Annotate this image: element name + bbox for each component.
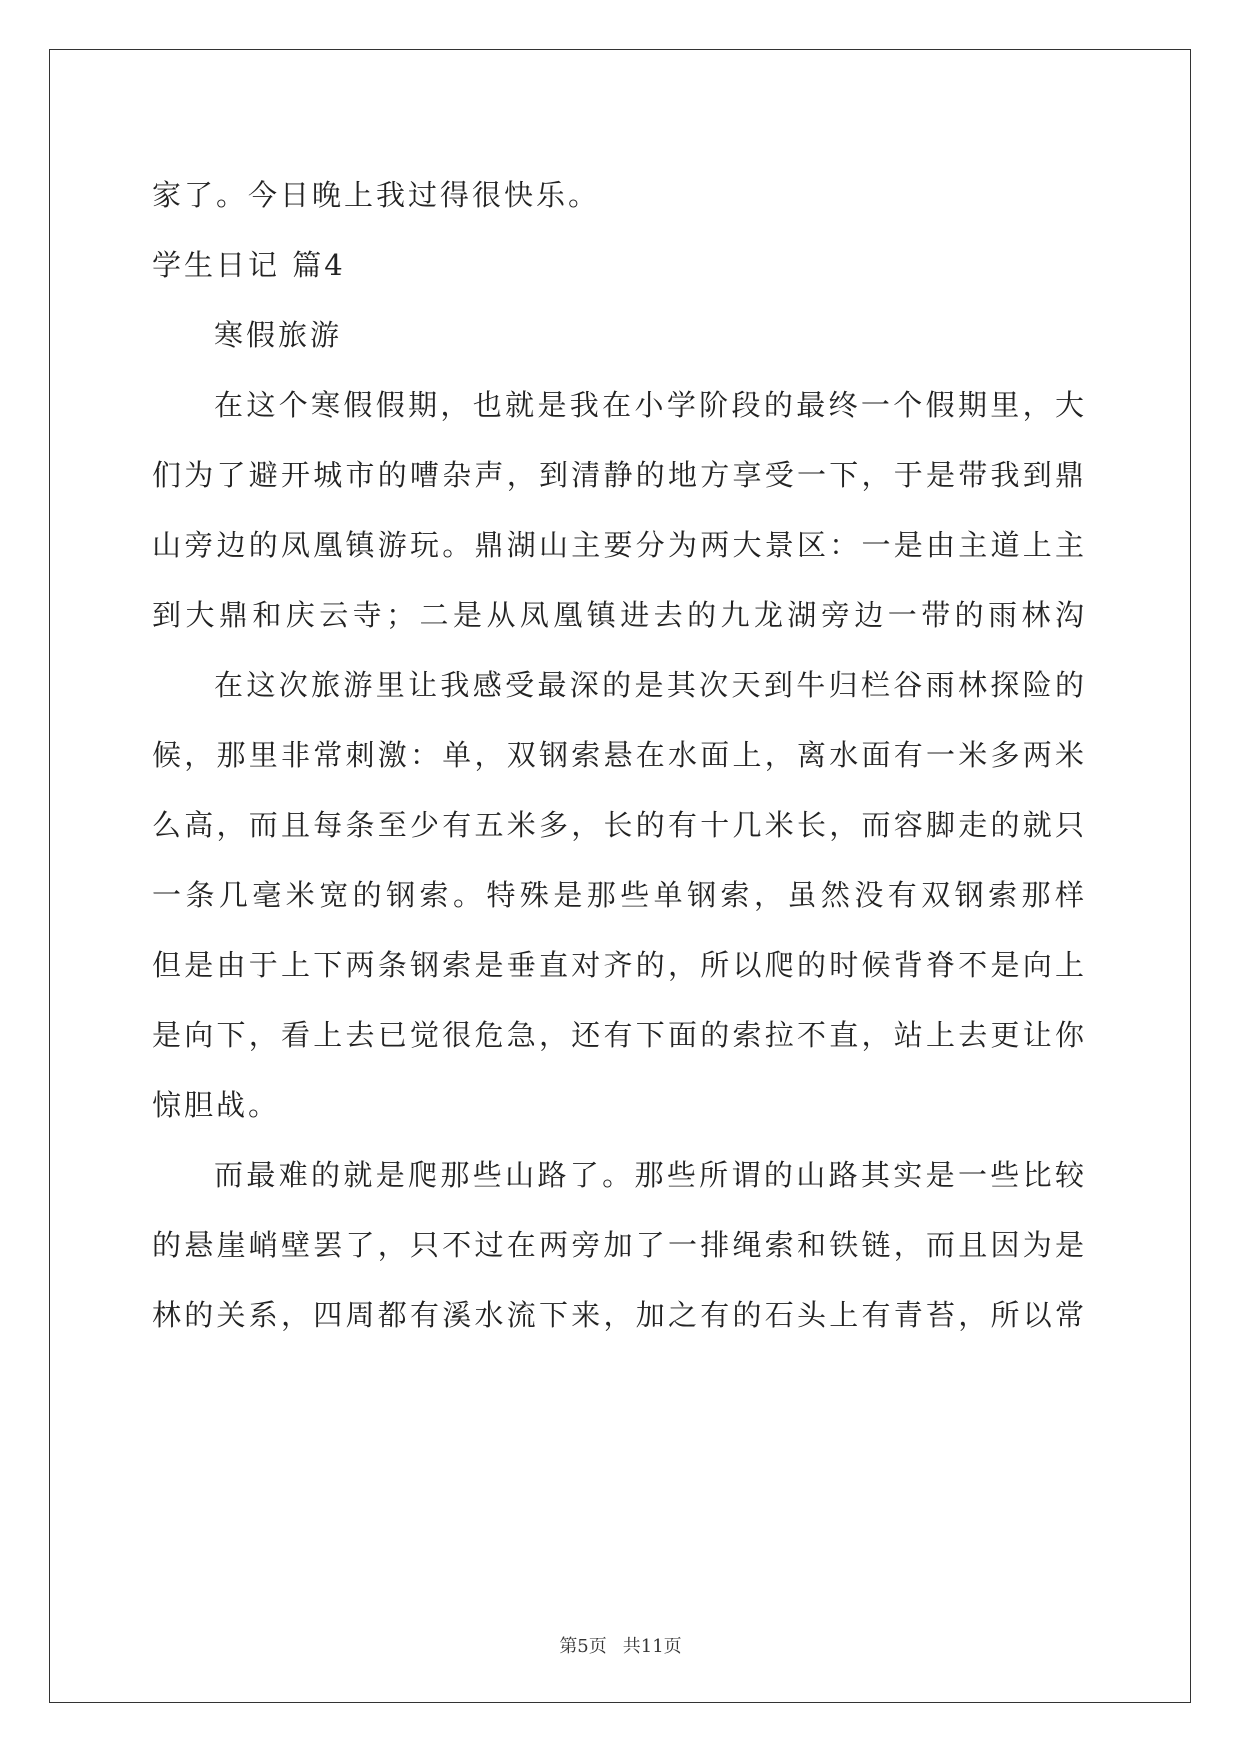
text-line: 但是由于上下两条钢索是垂直对齐的，所以爬的时候背脊不是向上 <box>152 948 1087 982</box>
text-line: 在这次旅游里让我感受最深的是其次天到牛归栏谷雨林探险的 <box>214 668 1087 702</box>
text-line: 的悬崖峭壁罢了，只不过在两旁加了一排绳索和铁链，而且因为是 <box>152 1228 1087 1262</box>
text-line: 家了。今日晚上我过得很快乐。 <box>152 178 601 212</box>
text-line: 是向下，看上去已觉很危急，还有下面的索拉不直，站上去更让你 <box>152 1018 1087 1052</box>
text-line: 在这个寒假假期，也就是我在小学阶段的最终一个假期里，大 <box>214 388 1087 422</box>
text-line: 们为了避开城市的嘈杂声，到清静的地方享受一下，于是带我到鼎 <box>152 458 1087 492</box>
text-line: 候，那里非常刺激：单，双钢索悬在水面上，离水面有一米多两米 <box>152 738 1087 772</box>
essay-title: 寒假旅游 <box>214 318 343 352</box>
page-footer <box>0 1632 1241 1658</box>
text-line: 到大鼎和庆云寺；二是从凤凰镇进去的九龙湖旁边一带的雨林沟 <box>152 598 1087 632</box>
text-line: 而最难的就是爬那些山路了。那些所谓的山路其实是一些比较 <box>214 1158 1087 1192</box>
document-body <box>152 160 1087 1350</box>
text-line: 林的关系，四周都有溪水流下来，加之有的石头上有青苔，所以常 <box>152 1298 1087 1332</box>
text-line: 一条几毫米宽的钢索。特殊是那些单钢索，虽然没有双钢索那样 <box>152 878 1087 912</box>
text-line: 惊胆战。 <box>152 1088 281 1122</box>
page-number: 第5页 <box>559 1636 607 1657</box>
text-line: 么高，而且每条至少有五米多，长的有十几米长，而容脚走的就只 <box>152 808 1087 842</box>
text-line: 山旁边的凤凰镇游玩。鼎湖山主要分为两大景区：一是由主道上主 <box>152 528 1087 562</box>
section-heading: 学生日记 篇4 <box>152 248 346 282</box>
page-total: 共11页 <box>622 1636 682 1657</box>
